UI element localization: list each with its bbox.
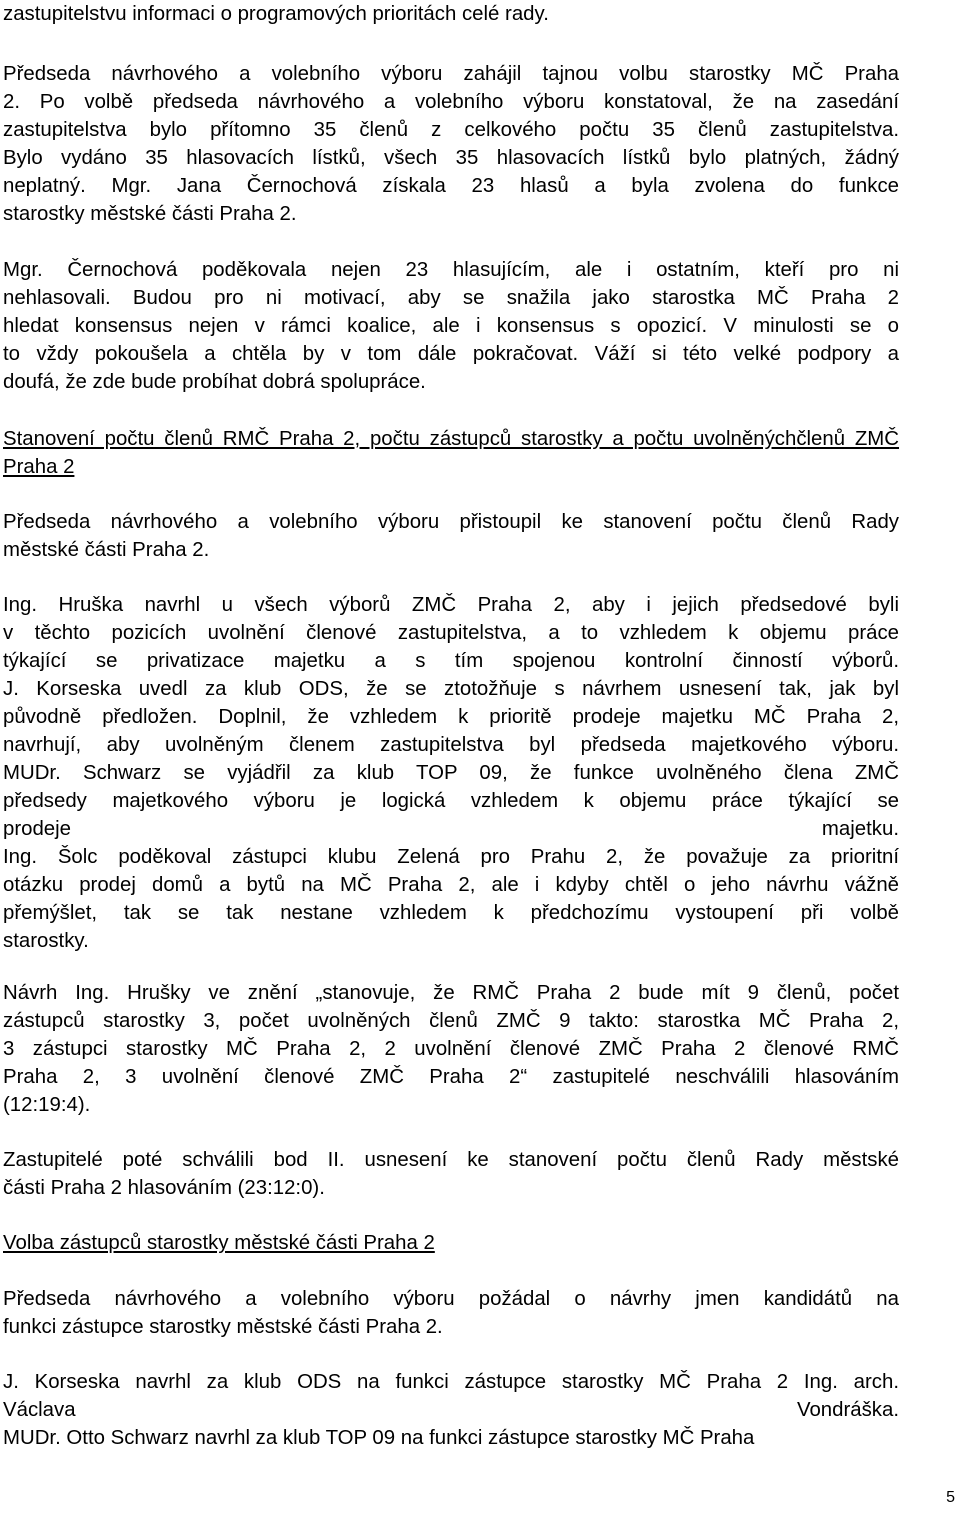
paragraph — [3, 508, 899, 564]
text-line: Václava Vondráška. — [3, 1399, 899, 1421]
text-line: zástupců starostky 3, počet uvolněných členů ZMČ 9 takto: starostka MČ Praha 2, — [3, 1010, 899, 1032]
text-line: Stanovení počtu členů RMČ Praha 2, počtu zástupců starostky a počtu uvolněných — [3, 428, 797, 450]
paragraph — [3, 979, 899, 1119]
text-line: to vždy pokoušela a chtěla by v tom dále pokračovat. Váží si této velké podpory a — [3, 343, 899, 365]
paragraph — [3, 0, 899, 28]
text-line: Ing. Hruška navrhl u všech výborů ZMČ Praha 2, aby i jejich předsedové byli — [3, 594, 899, 616]
text-line: Zastupitelé poté schválili bod II. usnesení ke stanovení počtu členů Rady městské — [3, 1149, 899, 1171]
text-line: původně předložen. Doplnil, že vzhledem k prioritě prodeje majetku MČ Praha 2, — [3, 706, 899, 728]
text-line: 3 zástupci starostky MČ Praha 2, 2 uvolnění členové ZMČ Praha 2 členové RMČ — [3, 1038, 899, 1060]
section-heading — [3, 425, 899, 481]
paragraph — [3, 60, 899, 228]
text-line: MUDr. Otto Schwarz navrhl za klub TOP 09 na funkci zástupce starostky MČ Praha — [3, 1427, 755, 1449]
text-line: zastupitelstvu informaci o programových prioritách celé rady. — [3, 3, 549, 25]
text-line: členů ZMČ Praha 2 — [3, 428, 900, 478]
text-line: starostky. — [3, 930, 89, 952]
text-line: Předseda návrhového a volebního výboru přistoupil ke stanovení počtu členů Rady — [3, 511, 899, 533]
text-line: zastupitelstva bylo přítomno 35 členů z celkového počtu 35 členů zastupitelstva. — [3, 119, 899, 141]
text-line: Návrh Ing. Hrušky ve znění „stanovuje, že RMČ Praha 2 bude mít 9 členů, počet — [3, 982, 899, 1004]
text-line: J. Korseska uvedl za klub ODS, že se ztotožňuje s návrhem usnesení tak, jak byl — [3, 678, 899, 700]
page-number: 5 — [946, 1489, 955, 1506]
text-line: MUDr. Schwarz se vyjádřil za klub TOP 09, že funkce uvolněného člena ZMČ — [3, 762, 899, 784]
text-line: hledat konsensus nejen v rámci koalice, ale i konsensus s opozicí. V minulosti se o — [3, 315, 899, 337]
text-line: přemýšlet, tak se tak nestane vzhledem k předchozímu vystoupení při volbě — [3, 902, 899, 924]
text-line: J. Korseska navrhl za klub ODS na funkci zástupce starostky MČ Praha 2 Ing. arch. — [3, 1371, 899, 1393]
text-line: doufá, že zde bude probíhat dobrá spolupráce. — [3, 371, 426, 393]
paragraph — [3, 1146, 899, 1202]
paragraph — [3, 256, 899, 396]
section-heading — [3, 1229, 899, 1257]
text-line: Volba zástupců starostky městské části Praha 2 — [3, 1232, 435, 1254]
text-line: nehlasovali. Budou pro ni motivací, aby se snažila jako starostka MČ Praha 2 — [3, 287, 899, 309]
text-line: otázku prodej domů a bytů na MČ Praha 2, ale i kdyby chtěl o jeho návrhu vážně — [3, 874, 899, 896]
text-line: týkající se privatizace majetku a s tím spojenou kontrolní činností výborů. — [3, 650, 899, 672]
text-line: Předseda návrhového a volebního výboru zahájil tajnou volbu starostky MČ Praha — [3, 63, 899, 85]
text-line: (12:19:4). — [3, 1094, 91, 1116]
text-line: starostky městské části Praha 2. — [3, 203, 297, 225]
paragraph — [3, 591, 899, 955]
paragraph — [3, 1285, 899, 1341]
text-line: předsedy majetkového výboru je logická vzhledem k objemu práce týkající se — [3, 790, 899, 812]
text-line: navrhují, aby uvolněným členem zastupitelstva byl předseda majetkového výboru. — [3, 734, 899, 756]
paragraph — [3, 1368, 899, 1452]
text-line: funkci zástupce starostky městské části Praha 2. — [3, 1316, 443, 1338]
text-line: Bylo vydáno 35 hlasovacích lístků, všech 35 hlasovacích lístků bylo platných, žádný — [3, 147, 899, 169]
text-line: části Praha 2 hlasováním (23:12:0). — [3, 1177, 325, 1199]
text-line: 2. Po volbě předseda návrhového a volebního výboru konstatoval, že na zasedání — [3, 91, 899, 113]
text-line: Ing. Šolc poděkoval zástupci klubu Zelená pro Prahu 2, že považuje za prioritní — [3, 846, 899, 868]
text-line: prodeje majetku. — [3, 818, 899, 840]
text-line: městské části Praha 2. — [3, 539, 210, 561]
text-line: Mgr. Černochová poděkovala nejen 23 hlasujícím, ale i ostatním, kteří pro ni — [3, 259, 899, 281]
text-line: Předseda návrhového a volebního výboru požádal o návrhy jmen kandidátů na — [3, 1288, 899, 1310]
text-line: neplatný. Mgr. Jana Černochová získala 23 hlasů a byla zvolena do funkce — [3, 175, 899, 197]
text-line: Praha 2, 3 uvolnění členové ZMČ Praha 2“ zastupitelé neschválili hlasováním — [3, 1066, 899, 1088]
text-line: v těchto pozicích uvolnění členové zastupitelstva, a to vzhledem k objemu práce — [3, 622, 899, 644]
